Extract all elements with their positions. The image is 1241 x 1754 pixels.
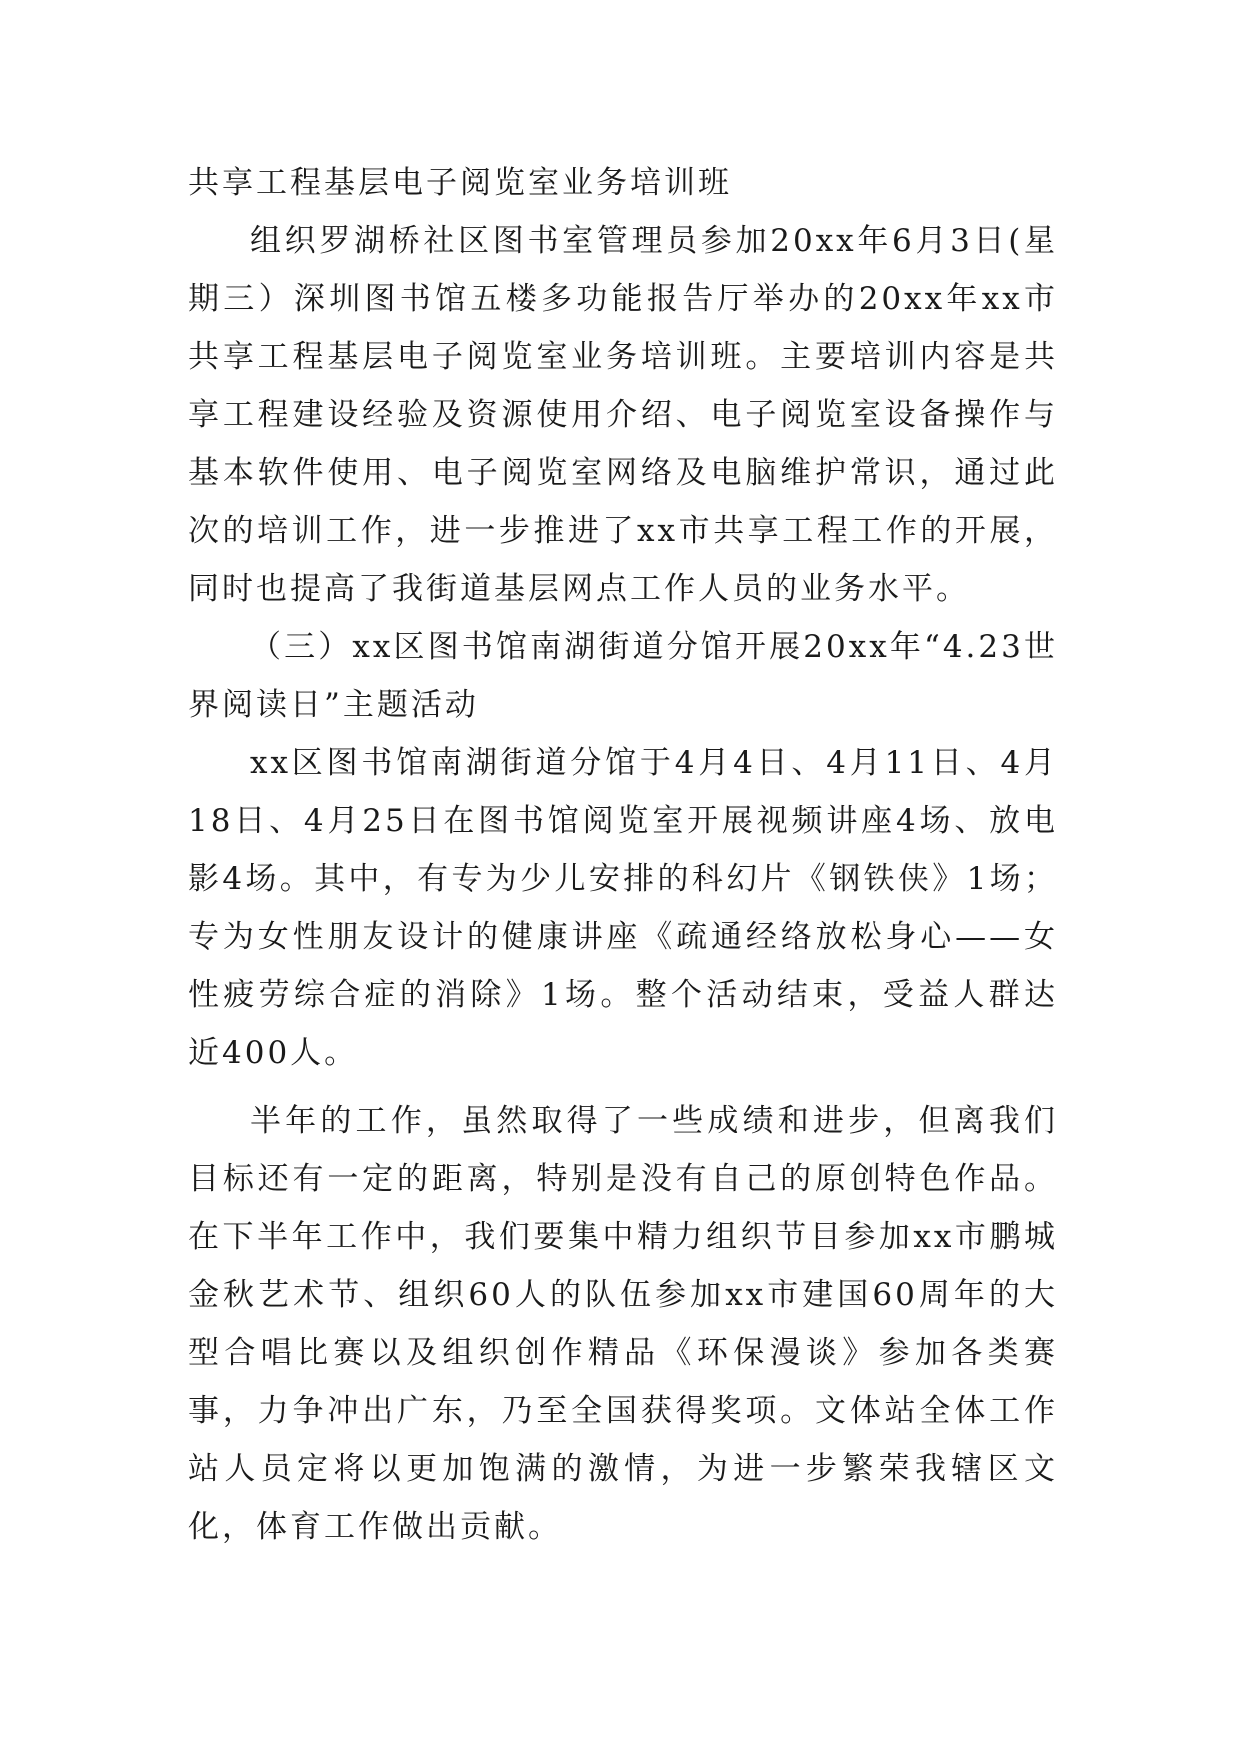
section-heading-reading-day: （三）xx区图书馆南湖街道分馆开展20xx年“4.23世界阅读日”主题活动 [188,629,1058,723]
paragraph-training: 组织罗湖桥社区图书室管理员参加20xx年6月3日(星期三）深圳图书馆五楼多功能报告厅举办的20xx年xx市共享工程基层电子阅览室业务培训班。主要培训内容是共享工程建设经验及资源使用介绍、电子阅览室设备操作与基本软件使用、电子阅览室网络及电脑维护常识，通过此次的培训工作，进一步推进了xx市共享工程工作的开展，同时也提高了我街道基层网点工作人员的业务水平。 [188,223,1058,607]
paragraph-reading-day: xx区图书馆南湖街道分馆于4月4日、4月11日、4月18日、4月25日在图书馆阅览室开展视频讲座4场、放电影4场。其中，有专为少儿安排的科幻片《钢铁侠》1场；专为女性朋友设计的健康讲座《疏通经络放松身心——女性疲劳综合症的消除》1场。整个活动结束，受益人群达近400人。 [188,745,1058,1071]
paragraph-heading-continued: 共享工程基层电子阅览室业务培训班 [188,165,732,201]
document-body [188,154,1058,1556]
paragraph-summary: 半年的工作，虽然取得了一些成绩和进步，但离我们目标还有一定的距离，特别是没有自己的原创特色作品。在下半年工作中，我们要集中精力组织节目参加xx市鹏城金秋艺术节、组织60人的队伍参加xx市建国60周年的大型合唱比赛以及组织创作精品《环保漫谈》参加各类赛事，力争冲出广东，乃至全国获得奖项。文体站全体工作站人员定将以更加饱满的激情，为进一步繁荣我辖区文化，体育工作做出贡献。 [188,1103,1058,1545]
